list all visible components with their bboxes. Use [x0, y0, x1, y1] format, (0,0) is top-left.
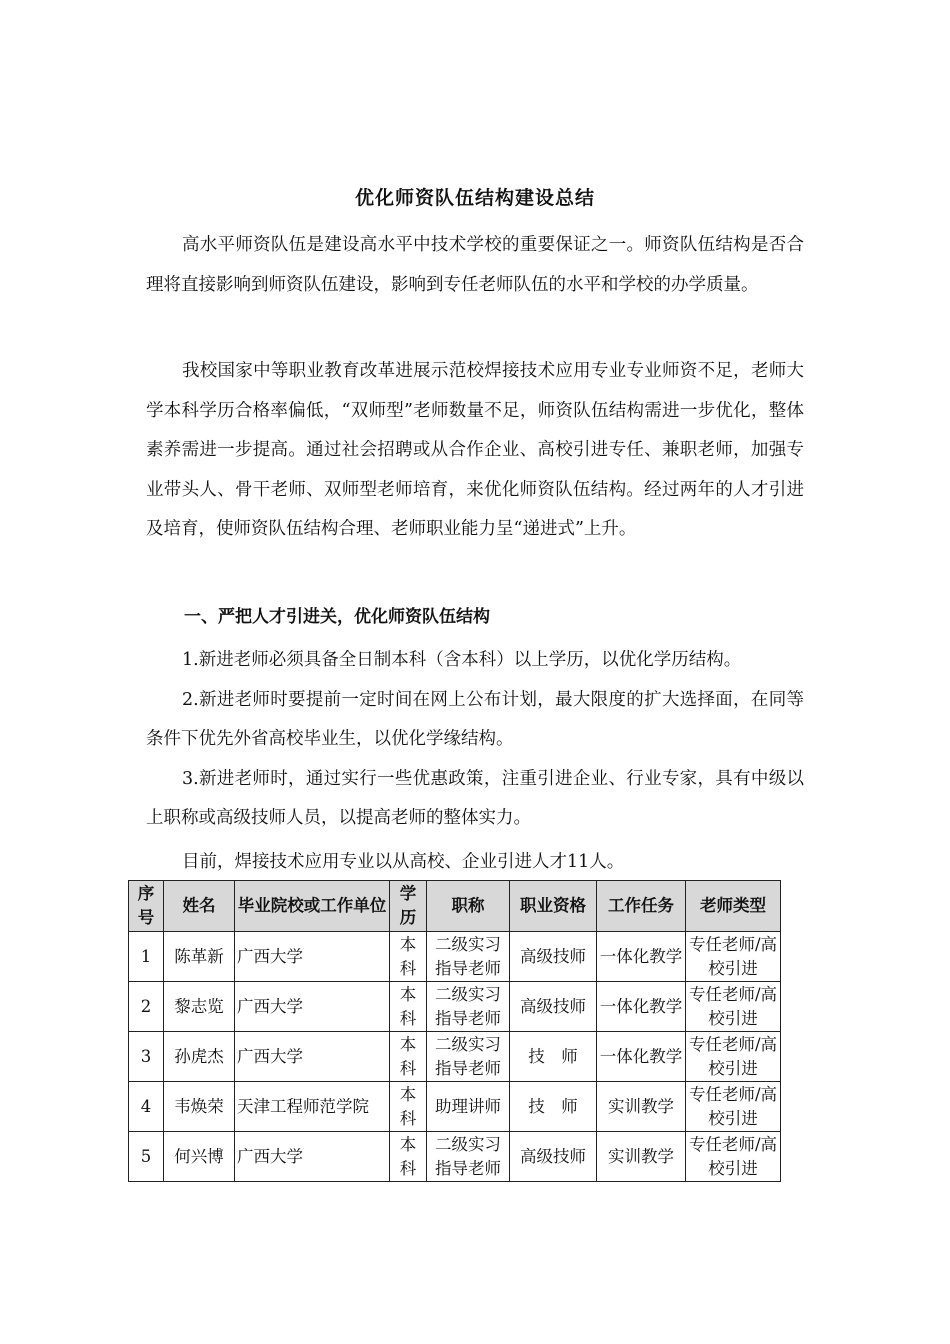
table-cell: 专任老师/高校引进 — [686, 1132, 781, 1182]
column-header: 学历 — [390, 881, 427, 932]
paragraph-text: 高水平师资队伍是建设高水平中技术学校的重要保证之一。师资队伍结构是否合理将直接影响到师资队伍建设，影响到专任老师队伍的水平和学校的办学质量。 — [146, 235, 804, 295]
table-cell: 二级实习指导老师 — [427, 982, 510, 1032]
list-item: 2.新进老师时要提前一定时间在网上公布计划，最大限度的扩大选择面，在同等条件下优先外省高校毕业生，以优化学缘结构。 — [146, 689, 804, 749]
table-cell: 陈革新 — [164, 932, 235, 982]
table-cell: 实训教学 — [597, 1082, 686, 1132]
table-cell: 技 师 — [510, 1082, 597, 1132]
table-cell: 二级实习指导老师 — [427, 1032, 510, 1082]
table-row — [129, 1132, 781, 1182]
table-cell: 二级实习指导老师 — [427, 1132, 510, 1182]
table-cell: 韦焕荣 — [164, 1082, 235, 1132]
column-header: 毕业院校或工作单位 — [235, 881, 390, 932]
table-cell: 本科 — [390, 982, 427, 1032]
section-heading: 一、严把人才引进关，优化师资队伍结构 — [184, 607, 490, 627]
table-cell: 高级技师 — [510, 932, 597, 982]
paragraph-2 — [146, 352, 804, 550]
list-item: 3.新进老师时，通过实行一些优惠政策，注重引进企业、行业专家，具有中级以上职称或高级技师人员，以提高老师的整体实力。 — [146, 768, 804, 828]
table-cell: 黎志览 — [164, 982, 235, 1032]
table-cell: 广西大学 — [235, 982, 390, 1032]
table-cell: 二级实习指导老师 — [427, 932, 510, 982]
table-cell: 3 — [129, 1032, 164, 1082]
table-cell: 本科 — [390, 1132, 427, 1182]
table-row — [129, 932, 781, 982]
table-cell: 高级技师 — [510, 1132, 597, 1182]
column-header: 姓名 — [164, 881, 235, 932]
table-cell: 专任老师/高校引进 — [686, 1032, 781, 1082]
table-cell: 2 — [129, 982, 164, 1032]
column-header: 工作任务 — [597, 881, 686, 932]
table-cell: 何兴博 — [164, 1132, 235, 1182]
table-cell: 专任老师/高校引进 — [686, 982, 781, 1032]
table-row — [129, 982, 781, 1032]
table-cell: 5 — [129, 1132, 164, 1182]
item-list — [146, 641, 804, 839]
column-header: 序号 — [129, 881, 164, 932]
summary-text: 目前，焊接技术应用专业以从高校、企业引进人才11人。 — [182, 852, 625, 872]
column-header: 职称 — [427, 881, 510, 932]
column-header: 老师类型 — [686, 881, 781, 932]
table-cell: 高级技师 — [510, 982, 597, 1032]
page-title: 优化师资队伍结构建设总结 — [354, 187, 595, 209]
paragraph-text: 我校国家中等职业教育改革进展示范校焊接技术应用专业专业师资不足，老师大学本科学历合格率偏低，“双师型”老师数量不足，师资队伍结构需进一步优化，整体素养需进一步提高。通过社会招聘或从合作企业、高校引进专任、兼职老师，加强专业带头人、骨干老师、双师型老师培育，来优化师资队伍结构。经过两年的人才引进及培育，使师资队伍结构合理、老师职业能力呈“递进式”上升。 — [146, 361, 804, 539]
table-row — [129, 1082, 781, 1132]
paragraph-1 — [146, 226, 804, 305]
table-cell: 助理讲师 — [427, 1082, 510, 1132]
column-header: 职业资格 — [510, 881, 597, 932]
table-cell: 实训教学 — [597, 1132, 686, 1182]
list-item: 1.新进老师必须具备全日制本科（含本科）以上学历，以优化学历结构。 — [182, 650, 742, 670]
table-cell: 广西大学 — [235, 1032, 390, 1082]
staff-table — [128, 880, 781, 1182]
table-cell: 孙虎杰 — [164, 1032, 235, 1082]
table-cell: 一体化教学 — [597, 932, 686, 982]
table-cell: 本科 — [390, 932, 427, 982]
table-cell: 技 师 — [510, 1032, 597, 1082]
table-cell: 1 — [129, 932, 164, 982]
table-cell: 本科 — [390, 1082, 427, 1132]
table-cell: 本科 — [390, 1032, 427, 1082]
table-cell: 一体化教学 — [597, 1032, 686, 1082]
table-cell: 天津工程师范学院 — [235, 1082, 390, 1132]
table-header-row — [129, 881, 781, 932]
table-cell: 专任老师/高校引进 — [686, 1082, 781, 1132]
table-cell: 广西大学 — [235, 1132, 390, 1182]
table-cell: 专任老师/高校引进 — [686, 932, 781, 982]
table-cell: 一体化教学 — [597, 982, 686, 1032]
table-row — [129, 1032, 781, 1082]
table-cell: 广西大学 — [235, 932, 390, 982]
table-cell: 4 — [129, 1082, 164, 1132]
